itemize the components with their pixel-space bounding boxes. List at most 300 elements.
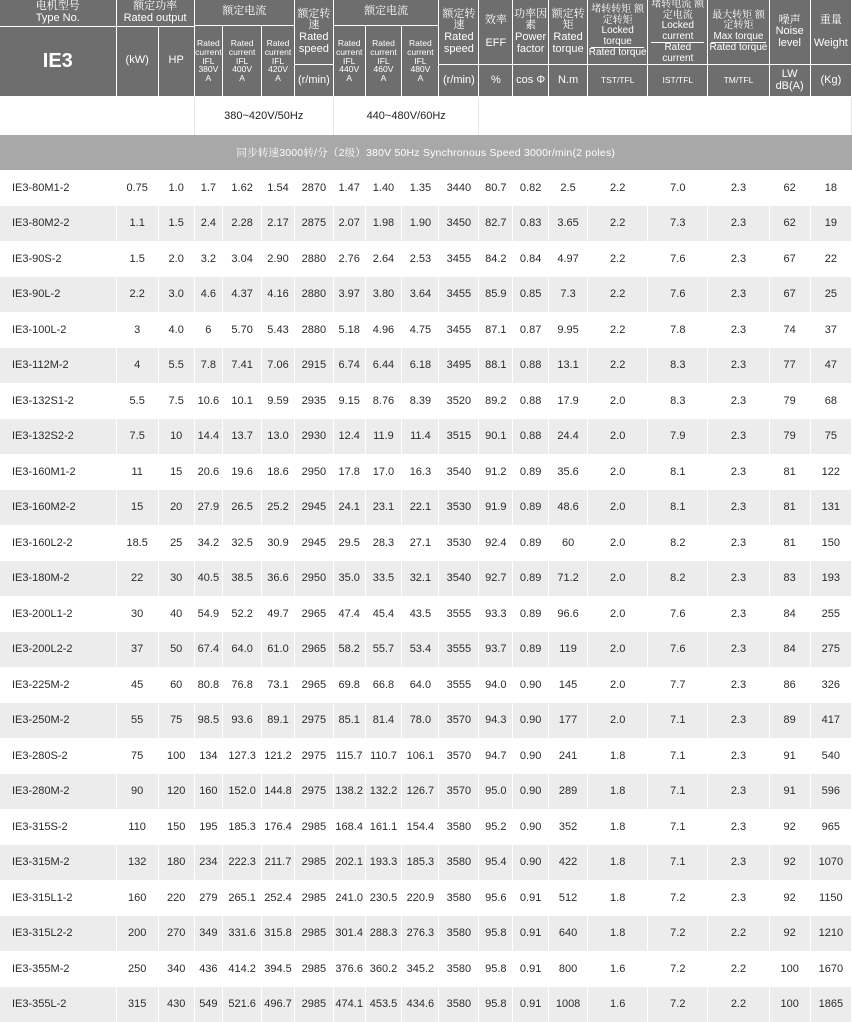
rated-torque-cell: 7.3 (549, 277, 588, 313)
model-cell: IE3-280S-2 (0, 738, 116, 774)
speed-header-60hz (439, 0, 479, 65)
model-cell: IE3-80M1-2 (0, 170, 116, 206)
power-hp-cell: 100 (158, 738, 194, 774)
type-header (0, 0, 116, 26)
rated-torque-cell: 48.6 (549, 490, 588, 526)
power-hp-cell: 340 (158, 951, 194, 987)
speed-en: Rated speed (299, 31, 329, 55)
locked-current-ratio-cell: 7.2 (648, 987, 708, 1022)
noise-level-cell: 79 (769, 383, 810, 419)
noise-level-cell: 86 (769, 667, 810, 703)
locked-current-ratio-cell: 7.2 (648, 951, 708, 987)
current-380v-cell: 67.4 (194, 632, 222, 668)
current-380v-cell: 195 (194, 809, 222, 845)
current-420v-cell: 394.5 (262, 951, 295, 987)
current-380v (194, 26, 222, 97)
torque-en: Rated torque (552, 31, 583, 55)
speed-60hz-cell: 3580 (439, 845, 479, 881)
current-400v-cell: 52.2 (223, 596, 262, 632)
locked-current-ratio-cell: 7.2 (648, 916, 708, 952)
rated-torque-cell: 640 (549, 916, 588, 952)
power-hp-cell: 4.0 (158, 312, 194, 348)
current-380v-cell: 234 (194, 845, 222, 881)
speed-50hz-cell: 2935 (294, 383, 333, 419)
current-400v-cell: 521.6 (223, 987, 262, 1022)
torque-header (549, 0, 588, 65)
locked-torque-ratio-cell: 2.0 (588, 632, 648, 668)
max-torque-ratio-cell: 2.3 (708, 525, 769, 561)
eff-header (479, 0, 513, 65)
current-420v-cell: 176.4 (262, 809, 295, 845)
current-380v-cell: 2.4 (194, 206, 222, 242)
locked-torque-ratio-cell: 2.2 (588, 348, 648, 384)
locked-current-ratio-cell: 8.3 (648, 348, 708, 384)
weight-cell: 25 (810, 277, 851, 313)
rated-torque-cell: 60 (549, 525, 588, 561)
max-torque-ratio-cell: 2.3 (708, 667, 769, 703)
locked-current-ratio-cell: 7.6 (648, 277, 708, 313)
power-hp-cell: 1.5 (158, 206, 194, 242)
power-kw-cell: 15 (116, 490, 158, 526)
power-kw-cell: 5.5 (116, 383, 158, 419)
locked-current-ratio-cell: 7.6 (648, 596, 708, 632)
current-460v-cell: 3.80 (365, 277, 402, 313)
weight-cell: 47 (810, 348, 851, 384)
unit-hp: HP (158, 26, 194, 97)
noise-level-cell: 91 (769, 738, 810, 774)
unit-kw: (kW) (116, 26, 158, 97)
current-440v-cell: 474.1 (333, 987, 365, 1022)
table-row (0, 845, 852, 881)
current-380v-cell: 6 (194, 312, 222, 348)
model-cell: IE3-225M-2 (0, 667, 116, 703)
current-460v-cell: 33.5 (365, 561, 402, 597)
current-480v-cell: 16.3 (402, 454, 439, 490)
efficiency-cell: 82.7 (479, 206, 513, 242)
current-420v-cell: 211.7 (262, 845, 295, 881)
current-420v-cell: 25.2 (262, 490, 295, 526)
current-460v-cell: 17.0 (365, 454, 402, 490)
power-hp-cell: 430 (158, 987, 194, 1022)
model-cell: IE3-90S-2 (0, 241, 116, 277)
current-440v-cell: 3.97 (333, 277, 365, 313)
locked-torque-ratio-cell: 1.8 (588, 845, 648, 881)
current-header-50hz: 额定电流 (194, 0, 294, 25)
efficiency-cell: 84.2 (479, 241, 513, 277)
current-380v-cell: 349 (194, 916, 222, 952)
locked-current-ratio-cell: 7.3 (648, 206, 708, 242)
speed-60hz-cell: 3570 (439, 703, 479, 739)
current-460v-cell: 2.64 (365, 241, 402, 277)
power-factor-cell: 0.91 (513, 916, 549, 952)
locked-current-ratio-cell: 7.1 (648, 774, 708, 810)
current-460v-cell: 1.98 (365, 206, 402, 242)
current-400v-cell: 10.1 (223, 383, 262, 419)
lt-den: Rated torque (589, 47, 647, 58)
speed-50hz-cell: 2880 (294, 241, 333, 277)
rc-label: Rated current (336, 38, 362, 57)
locked-torque-ratio-cell: 2.0 (588, 383, 648, 419)
voltage-60hz: 440~480V/60Hz (333, 97, 479, 136)
lt-en: Locked torque (591, 26, 644, 48)
rated-torque-cell: 512 (549, 880, 588, 916)
v460-label: 460V (374, 64, 394, 74)
weight-cell: 1670 (810, 951, 851, 987)
speed-50hz-cell: 2975 (294, 774, 333, 810)
weight-header (810, 0, 851, 65)
noise-level-cell: 100 (769, 951, 810, 987)
table-row (0, 951, 852, 987)
current-380v-cell: 3.2 (194, 241, 222, 277)
current-440v-cell: 138.2 (333, 774, 365, 810)
locked-current-ratio-cell: 7.2 (648, 880, 708, 916)
weight-cell: 965 (810, 809, 851, 845)
power-hp-cell: 15 (158, 454, 194, 490)
eff-en: EFF (485, 37, 506, 49)
locked-current-ratio-cell: 8.3 (648, 383, 708, 419)
power-kw-cell: 315 (116, 987, 158, 1022)
current-380v-cell: 54.9 (194, 596, 222, 632)
model-cell: IE3-90L-2 (0, 277, 116, 313)
model-cell: IE3-315S-2 (0, 809, 116, 845)
current-400v-cell: 5.70 (223, 312, 262, 348)
rated-torque-cell: 422 (549, 845, 588, 881)
table-row (0, 774, 852, 810)
current-420v-cell: 144.8 (262, 774, 295, 810)
locked-current-ratio-cell: 7.8 (648, 312, 708, 348)
speed-50hz-cell: 2985 (294, 951, 333, 987)
max-torque-ratio-cell: 2.2 (708, 916, 769, 952)
current-460v-cell: 11.9 (365, 419, 402, 455)
efficiency-cell: 94.7 (479, 738, 513, 774)
current-400v-cell: 26.5 (223, 490, 262, 526)
current-480v-cell: 276.3 (402, 916, 439, 952)
current-420v-cell: 61.0 (262, 632, 295, 668)
current-400v-cell: 13.7 (223, 419, 262, 455)
noise-level-cell: 81 (769, 525, 810, 561)
mt-cn: 最大转矩 额定转矩 (712, 10, 765, 32)
power-factor-cell: 0.90 (513, 845, 549, 881)
efficiency-cell: 87.1 (479, 312, 513, 348)
weight-cell: 150 (810, 525, 851, 561)
rated-torque-cell: 9.95 (549, 312, 588, 348)
speed-60hz-cell: 3455 (439, 312, 479, 348)
power-factor-cell: 0.89 (513, 632, 549, 668)
locked-torque-ratio-cell: 1.8 (588, 880, 648, 916)
model-cell: IE3-315L1-2 (0, 880, 116, 916)
current-400v-cell: 222.3 (223, 845, 262, 881)
power-factor-cell: 0.90 (513, 667, 549, 703)
power-kw-cell: 160 (116, 880, 158, 916)
locked-torque-ratio-cell: 2.0 (588, 490, 648, 526)
speed-60hz-cell: 3580 (439, 987, 479, 1022)
current-440v-cell: 58.2 (333, 632, 365, 668)
rc-label: Rated current (229, 38, 255, 57)
weight-cell: 22 (810, 241, 851, 277)
max-torque-ratio-cell: 2.2 (708, 951, 769, 987)
current-480v-cell: 3.64 (402, 277, 439, 313)
lc-den: Rated current (662, 42, 693, 64)
power-kw-cell: 200 (116, 916, 158, 952)
noise-level-cell: 83 (769, 561, 810, 597)
a-label: A (346, 73, 352, 83)
current-440v-cell: 17.8 (333, 454, 365, 490)
efficiency-cell: 80.7 (479, 170, 513, 206)
current-480v-cell: 2.53 (402, 241, 439, 277)
table-row (0, 383, 852, 419)
model-cell: IE3-200L1-2 (0, 596, 116, 632)
current-460v-cell: 161.1 (365, 809, 402, 845)
speed-50hz-cell: 2985 (294, 845, 333, 881)
speed-60hz-cell: 3455 (439, 277, 479, 313)
power-kw-cell: 4 (116, 348, 158, 384)
max-torque-ratio-cell: 2.3 (708, 170, 769, 206)
rated-torque-cell: 35.6 (549, 454, 588, 490)
power-factor-cell: 0.82 (513, 170, 549, 206)
current-440v (333, 26, 365, 97)
lc-cn: 堵转电流 额定电流 (651, 0, 704, 21)
lt-cn: 堵转转矩 额定转矩 (591, 4, 644, 26)
power-hp-cell: 10 (158, 419, 194, 455)
noise-level-cell: 74 (769, 312, 810, 348)
ifl-label: IFL (414, 56, 426, 66)
table-row (0, 454, 852, 490)
current-440v-cell: 47.4 (333, 596, 365, 632)
mt-en: Max torque (711, 32, 765, 44)
locked-current-ratio-cell: 7.9 (648, 419, 708, 455)
locked-torque-ratio-cell: 2.2 (588, 206, 648, 242)
current-460v-cell: 6.44 (365, 348, 402, 384)
current-420v-cell: 252.4 (262, 880, 295, 916)
power-factor-cell: 0.90 (513, 774, 549, 810)
type-en: Type No. (36, 12, 80, 24)
current-400v-cell: 127.3 (223, 738, 262, 774)
current-400v-cell: 38.5 (223, 561, 262, 597)
current-380v-cell: 4.6 (194, 277, 222, 313)
rated-torque-cell: 17.9 (549, 383, 588, 419)
current-380v-cell: 80.8 (194, 667, 222, 703)
speed-50hz-cell: 2985 (294, 880, 333, 916)
efficiency-cell: 95.6 (479, 880, 513, 916)
voltage-spacer (0, 97, 194, 136)
current-480v-cell: 11.4 (402, 419, 439, 455)
a-label: A (239, 73, 245, 83)
current-380v-cell: 27.9 (194, 490, 222, 526)
locked-torque-ratio-cell: 1.8 (588, 916, 648, 952)
current-480v-cell: 64.0 (402, 667, 439, 703)
max-torque-ratio-cell: 2.3 (708, 490, 769, 526)
v440-label: 440V (339, 64, 359, 74)
current-460v (365, 26, 402, 97)
speed-50hz-cell: 2915 (294, 348, 333, 384)
efficiency-cell: 85.9 (479, 277, 513, 313)
locked-torque-ratio-cell: 2.0 (588, 667, 648, 703)
speed-60hz-cell: 3515 (439, 419, 479, 455)
efficiency-cell: 95.4 (479, 845, 513, 881)
locked-torque-ratio-cell: 2.0 (588, 561, 648, 597)
current-480v-cell: 43.5 (402, 596, 439, 632)
speed-50hz-cell: 2975 (294, 703, 333, 739)
max-torque-ratio-cell: 2.2 (708, 987, 769, 1022)
model-cell: IE3-160M1-2 (0, 454, 116, 490)
current-480v-cell: 345.2 (402, 951, 439, 987)
current-440v-cell: 241.0 (333, 880, 365, 916)
current-440v-cell: 115.7 (333, 738, 365, 774)
current-460v-cell: 193.3 (365, 845, 402, 881)
power-kw-cell: 55 (116, 703, 158, 739)
table-row (0, 277, 852, 313)
noise-level-cell: 67 (769, 241, 810, 277)
efficiency-cell: 95.0 (479, 774, 513, 810)
power-hp-cell: 50 (158, 632, 194, 668)
unit-lw: LW dB(A) (769, 65, 810, 97)
model-cell: IE3-112M-2 (0, 348, 116, 384)
table-row (0, 703, 852, 739)
max-torque-ratio-cell: 2.3 (708, 596, 769, 632)
current-460v-cell: 360.2 (365, 951, 402, 987)
speed-60hz-cell: 3440 (439, 170, 479, 206)
current-460v-cell: 81.4 (365, 703, 402, 739)
current-420v-cell: 18.6 (262, 454, 295, 490)
current-440v-cell: 202.1 (333, 845, 365, 881)
current-460v-cell: 55.7 (365, 632, 402, 668)
noise-cn: 噪声 (779, 14, 801, 26)
current-440v-cell: 69.8 (333, 667, 365, 703)
locked-torque-ratio-cell: 1.8 (588, 738, 648, 774)
speed-50hz-cell: 2930 (294, 419, 333, 455)
efficiency-cell: 88.1 (479, 348, 513, 384)
noise-header (769, 0, 810, 65)
model-cell: IE3-160M2-2 (0, 490, 116, 526)
a-label: A (275, 73, 281, 83)
speed-60hz-cell: 3530 (439, 525, 479, 561)
power-hp-cell: 40 (158, 596, 194, 632)
mt-den: Rated torque (710, 42, 768, 53)
current-460v-cell: 288.3 (365, 916, 402, 952)
rated-torque-cell: 289 (549, 774, 588, 810)
locked-current-ratio-cell: 7.1 (648, 738, 708, 774)
model-cell: IE3-200L2-2 (0, 632, 116, 668)
max-torque-ratio-cell: 2.3 (708, 419, 769, 455)
power-kw-cell: 0.75 (116, 170, 158, 206)
power-kw-cell: 22 (116, 561, 158, 597)
speed-60hz-cell: 3520 (439, 383, 479, 419)
power-cn: 额定功率 (133, 0, 177, 12)
model-cell: IE3-132S1-2 (0, 383, 116, 419)
power-kw-cell: 110 (116, 809, 158, 845)
power-factor-cell: 0.89 (513, 596, 549, 632)
power-factor-cell: 0.91 (513, 951, 549, 987)
power-factor-cell: 0.89 (513, 454, 549, 490)
max-torque-ratio-cell: 2.3 (708, 206, 769, 242)
current-400v-cell: 64.0 (223, 632, 262, 668)
current-420v (262, 26, 295, 97)
current-460v-cell: 4.96 (365, 312, 402, 348)
current-480v-cell: 8.39 (402, 383, 439, 419)
table-row (0, 312, 852, 348)
table-row (0, 916, 852, 952)
speed-50hz-cell: 2880 (294, 277, 333, 313)
current-460v-cell: 45.4 (365, 596, 402, 632)
weight-cell: 131 (810, 490, 851, 526)
power-hp-cell: 2.0 (158, 241, 194, 277)
v380-label: 380V (198, 64, 218, 74)
current-400v-cell: 2.28 (223, 206, 262, 242)
efficiency-cell: 93.7 (479, 632, 513, 668)
v400-label: 400V (232, 64, 252, 74)
noise-level-cell: 92 (769, 880, 810, 916)
noise-level-cell: 81 (769, 490, 810, 526)
efficiency-cell: 90.1 (479, 419, 513, 455)
current-420v-cell: 315.8 (262, 916, 295, 952)
efficiency-cell: 94.0 (479, 667, 513, 703)
speed-60hz-cell: 3455 (439, 241, 479, 277)
weight-cell: 417 (810, 703, 851, 739)
current-440v-cell: 2.76 (333, 241, 365, 277)
current-440v-cell: 29.5 (333, 525, 365, 561)
rated-torque-cell: 241 (549, 738, 588, 774)
weight-cell: 75 (810, 419, 851, 455)
power-kw-cell: 11 (116, 454, 158, 490)
current-380v-cell: 40.5 (194, 561, 222, 597)
current-440v-cell: 24.1 (333, 490, 365, 526)
current-440v-cell: 168.4 (333, 809, 365, 845)
speed-60hz-cell: 3555 (439, 632, 479, 668)
model-cell: IE3-132S2-2 (0, 419, 116, 455)
efficiency-cell: 95.8 (479, 916, 513, 952)
lc-en: Locked current (651, 21, 704, 43)
current-420v-cell: 49.7 (262, 596, 295, 632)
power-factor-cell: 0.89 (513, 561, 549, 597)
efficiency-cell: 89.2 (479, 383, 513, 419)
weight-cell: 596 (810, 774, 851, 810)
current-440v-cell: 12.4 (333, 419, 365, 455)
speed-60hz-cell: 3580 (439, 951, 479, 987)
power-kw-cell: 132 (116, 845, 158, 881)
weight-cell: 37 (810, 312, 851, 348)
table-row (0, 348, 852, 384)
locked-current-ratio-cell: 7.7 (648, 667, 708, 703)
current-480v-cell: 185.3 (402, 845, 439, 881)
noise-level-cell: 79 (769, 419, 810, 455)
current-400v-cell: 185.3 (223, 809, 262, 845)
power-hp-cell: 30 (158, 561, 194, 597)
current-400v-cell: 7.41 (223, 348, 262, 384)
efficiency-cell: 91.2 (479, 454, 513, 490)
current-400v-cell: 1.62 (223, 170, 262, 206)
weight-cell: 255 (810, 596, 851, 632)
locked-current-ratio-cell: 8.1 (648, 454, 708, 490)
power-factor-cell: 0.88 (513, 383, 549, 419)
pf-header (513, 0, 549, 65)
power-hp-cell: 7.5 (158, 383, 194, 419)
weight-cell: 122 (810, 454, 851, 490)
current-460v-cell: 110.7 (365, 738, 402, 774)
unit-rpm-50hz: (r/min) (294, 65, 333, 97)
noise-level-cell: 84 (769, 632, 810, 668)
locked-current-ratio-cell: 8.2 (648, 561, 708, 597)
locked-torque-header (588, 0, 648, 65)
type-cn: 电机型号 (36, 0, 80, 12)
current-380v-cell: 14.4 (194, 419, 222, 455)
table-row (0, 561, 852, 597)
unit-nm: N.m (549, 65, 588, 97)
ifl-label: IFL (377, 56, 389, 66)
speed-50hz-cell: 2985 (294, 987, 333, 1022)
power-factor-cell: 0.90 (513, 738, 549, 774)
noise-en: Noise level (776, 25, 804, 49)
locked-torque-ratio-cell: 2.0 (588, 419, 648, 455)
